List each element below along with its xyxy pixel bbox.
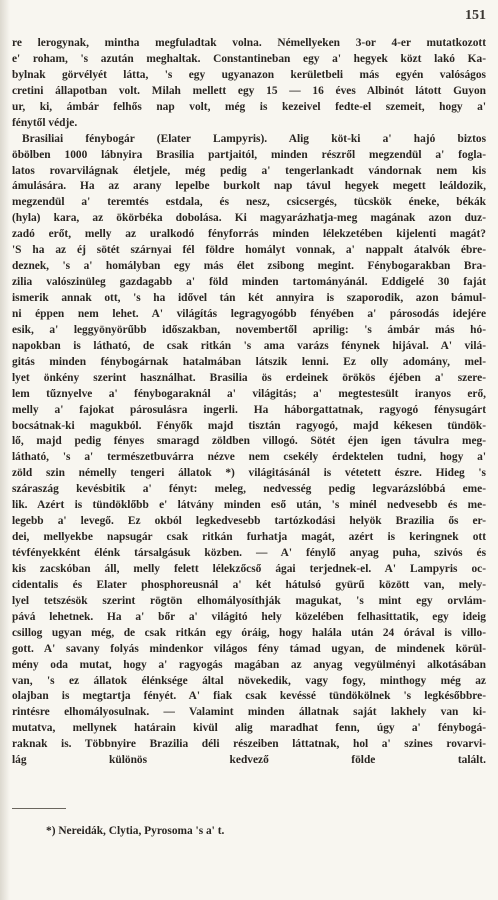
text-line: ismerik annak ott, 's ha idővel tán két annyira is szaporodik, azon bámul- (12, 292, 486, 304)
text-line: fénytől védje. (12, 116, 78, 129)
text-line: gott. A' savany folyás mindenkor világos fény támad ugyan, de mindenek körül- (12, 642, 486, 655)
text-line: lyel tetszésök szerint rögtön elhomályosíthják magukat, 's mint egy orvlám- (12, 594, 486, 607)
text-line: 'S ha az éj sötét szárnyai fél földre homályt vonnak, a' nappalt átalvók ébre- (12, 244, 486, 257)
text-line (12, 769, 486, 785)
text-line: öbölben 1000 lábnyira Brasilia partjaitól, minden részről megzendül a' fogla- (12, 148, 486, 161)
text-line: ámulására. Ha az arany lepelbe burkolt nap távul hegyek megett leáldozik, (12, 180, 486, 193)
text-line: lő, majd pedig fényes smaragd zöldben villogó. Sötét éjen igen távulra meg- (12, 435, 486, 448)
page-number: 151 (465, 8, 486, 23)
text-line: napokban is látható, de csak ritkán 's ama varázs fénynek hijával. A' vilá- (12, 339, 486, 352)
text-line: van, 's ez állatok élénksége által növekedik, vagy fogy, minthogy még az (12, 674, 486, 687)
text-line: esik, a' leggyönyörűbb időszakban, novembertől aprilig: 's ámbár más hó- (12, 323, 486, 336)
text-line: lik. Azért is tündöklőbb e' látvány minden eső után, 's minél nedvesebb és me- (12, 499, 486, 512)
text-line: mény oda mutat, hogy a' ragyogás magában az anyag vegyülményi alkotásában (12, 658, 486, 671)
page-gutter-shadow (0, 0, 10, 900)
text-line: gitás minden fénybogárnak hatalmában látszik lenni. Ez olly adomány, mel- (12, 355, 486, 368)
text-line: e' roham, 's azután meghaltak. Constantineban egy a' hegyek közt lakó Ka- (12, 52, 486, 65)
text-line: cidentalis és Elater phosphoreusnál a' két hátulsó gyürű között van, mely- (12, 578, 486, 591)
text-line: (hyla) kara, az ökörbéka dobolása. Ki magyarázhatja-meg magának azon duz- (12, 212, 486, 225)
text-line: latos rovarvilágnak életjele, még pedig a' tengerlankadt vándornak nem kis (12, 164, 486, 177)
text-line: dei, mellyekbe napsugár csak ritkán furhatja magát, azért is keringnek ott (12, 531, 486, 544)
text-line: zöld szin némelly tengeri állatok *) világitásánál is vétetett észre. Hideg 's (12, 467, 486, 480)
text-line: mutatva, mellynek határain kivül alig maradhat fenn, úgy a' fénybogá- (12, 722, 486, 735)
footnote-divider (12, 808, 66, 809)
text-line: ni éppen nem lehet. A' világítás legragyogóbb fényében a' párosodás idejére (12, 307, 486, 320)
text-line: kis zacskóban áll, melly felett lélekzőcső ágai terjednek-el. A' Lampyris oc- (12, 562, 486, 575)
text-line: lág különös kedvező földe talált. (12, 754, 486, 767)
text-line: zilia valószinüleg gazdagabb a' föld minden tartományánál. Eddigelé 30 faját (12, 276, 486, 289)
text-line: megzendül a' teremtés estdala, és nesz, csicsergés, tücskök éneke, békák (12, 196, 486, 209)
text-line: cretini állapotban volt. Milah mellett egy 15 — 16 éves Albinót látott Guyon (12, 84, 486, 97)
text-line: lem tűznyelve a' fénybogaraknál a' világitás; a' megtestesült iranyos erő, (12, 387, 486, 400)
text-line: pává lehetnek. Ha a' bőr a' világitó hely közelében felhasittatik, egy ideig (12, 610, 486, 623)
text-line: legebb a' levegő. Ez okból legkedvesebb tartózkodási helyök Brazilia ős er- (12, 515, 486, 528)
section-heading-line: Brasiliai fénybogár (Elater Lampyris). Alig köt-ki a' hajó biztos (22, 132, 486, 145)
footnote: *) Nereidák, Clytia, Pyrosoma 's a' t. (46, 825, 225, 837)
text-line: rintésre elhomályosulnak. — Valamint minden állatnak saját lakhely van ki- (12, 706, 486, 719)
text-line: tévfényekként élénk társalgásuk közben. — A' fénylő anyag puha, szivós és (12, 547, 486, 559)
text-line: lyet önkény szerint használhat. Brasilia ös erdeinek örökös éjében a' szere- (12, 371, 486, 384)
text-line: száraszág kevésbitik a' fényt: meleg, nedvesség pedig legvarázslóbbá eme- (12, 483, 486, 496)
text-line: re lerogynak, mintha megfuladtak volna. Némellyeken 3-or 4-er mutatkozott (12, 37, 486, 49)
text-line: melly a' fajokat párosulásra ingerli. Ha háborgattatnak, ragyogó fénysugárt (12, 403, 486, 416)
text-line: bylnak görvélyét látta, 's egy ugyanazon kerületbeli más egyén valóságos (12, 68, 486, 81)
text-line: bocsátnak-ki magukból. Fényők majd tisztán ragyogó, majd kékesen tündök- (12, 419, 486, 432)
text-line: csillog ugyan még, de csak ritkán egy óráig, hogy halála után 24 órával is villo- (12, 626, 486, 639)
body-text (12, 36, 486, 785)
text-line: látható, 's a' természetbuvárra nézve nem csekély érdektelen tudni, hogy a' (12, 451, 486, 464)
text-line: deznek, 's a' homályban egy más élet zsibong megint. Fénybogarakban Bra- (12, 260, 486, 273)
text-line: zadó erőt, melly az uralkodó fényforrás minden lélekzetében kijelenti magát? (12, 228, 486, 241)
text-line: ur, ki, ámbár felhős nap volt, még is kezeivel fedte-el szemeit, hogy a' (12, 100, 486, 113)
text-line: olajban is megtartja fényét. A' fiak csak kevéssé tündökölnek 's legkésőbbre- (12, 690, 486, 703)
text-line: raknak is. Többnyire Brazilia déli részeiben láttatnak, hol a' szines rovarvi- (12, 738, 486, 751)
